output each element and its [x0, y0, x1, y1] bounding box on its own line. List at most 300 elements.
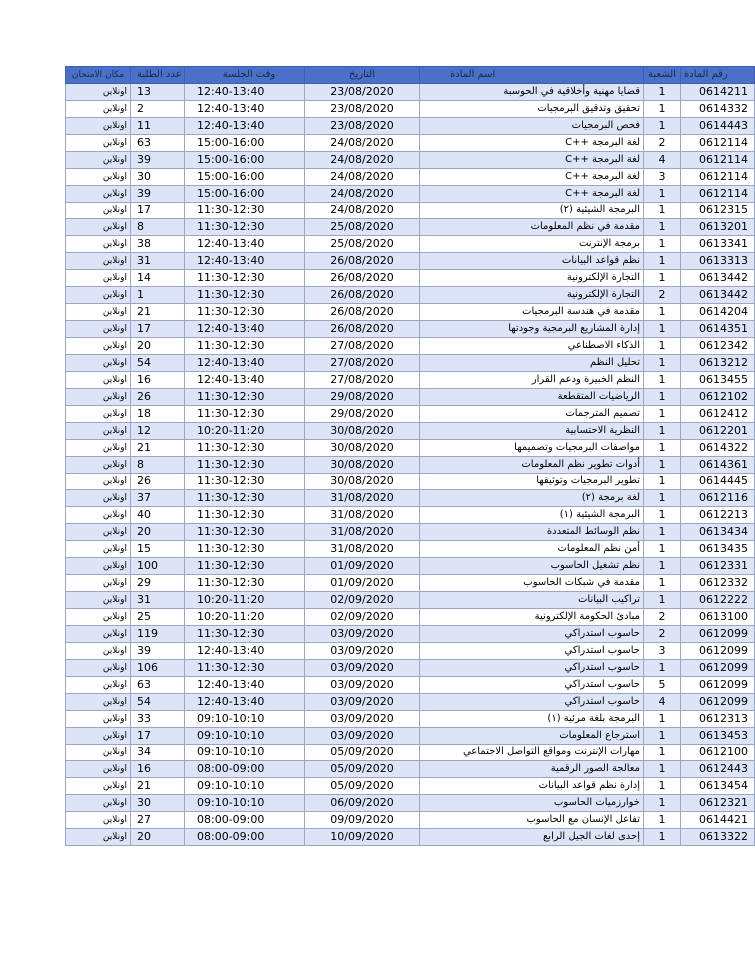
date-cell: 27/08/2020 [305, 371, 420, 388]
date-cell: 29/08/2020 [305, 405, 420, 422]
table-row [66, 609, 755, 626]
course-code-cell: 0613341 [681, 236, 755, 253]
section-cell: 4 [644, 693, 681, 710]
exam-place-cell: اونلاين [66, 761, 131, 778]
table-row [66, 625, 755, 642]
session-time-cell: 12:40-13:40 [185, 321, 305, 338]
section-cell: 1 [644, 558, 681, 575]
student-count-cell: 11 [131, 117, 185, 134]
course-code-cell: 0612114 [681, 185, 755, 202]
course-code-cell: 0612332 [681, 575, 755, 592]
exam-place-cell: اونلاين [66, 185, 131, 202]
session-time-cell: 11:30-12:30 [185, 473, 305, 490]
course-code-cell: 0612201 [681, 422, 755, 439]
student-count-cell: 40 [131, 507, 185, 524]
course-name-cell: إدارة نظم قواعد البيانات [420, 778, 644, 795]
table-row [66, 524, 755, 541]
table-header [66, 67, 755, 84]
session-time-cell: 12:40-13:40 [185, 117, 305, 134]
section-cell: 1 [644, 812, 681, 829]
date-cell: 24/08/2020 [305, 168, 420, 185]
student-count-cell: 20 [131, 338, 185, 355]
table-row [66, 659, 755, 676]
course-name-cell: تحقيق وتدقيق البرمجيات [420, 100, 644, 117]
exam-place-cell: اونلاين [66, 83, 131, 100]
date-cell: 03/09/2020 [305, 693, 420, 710]
student-count-cell: 31 [131, 592, 185, 609]
course-name-cell: برمجة الإنترنت [420, 236, 644, 253]
date-cell: 03/09/2020 [305, 659, 420, 676]
course-name-cell: لغة البرمجة ++C [420, 134, 644, 151]
course-code-cell: 0612114 [681, 168, 755, 185]
course-name-cell: حاسوب استدراكي [420, 625, 644, 642]
course-name-cell: حاسوب استدراكي [420, 676, 644, 693]
section-cell: 1 [644, 795, 681, 812]
session-time-cell: 12:40-13:40 [185, 253, 305, 270]
course-code-cell: 0612099 [681, 659, 755, 676]
date-cell: 05/09/2020 [305, 744, 420, 761]
date-cell: 05/09/2020 [305, 778, 420, 795]
section-cell: 1 [644, 219, 681, 236]
student-count-cell: 20 [131, 524, 185, 541]
exam-place-cell: اونلاين [66, 541, 131, 558]
table-row [66, 744, 755, 761]
section-cell: 1 [644, 473, 681, 490]
course-name-cell: البرمجة الشيئية (٢) [420, 202, 644, 219]
date-cell: 03/09/2020 [305, 625, 420, 642]
table-row [66, 236, 755, 253]
course-code-cell: 0612099 [681, 642, 755, 659]
section-cell: 4 [644, 151, 681, 168]
table-row [66, 185, 755, 202]
student-count-cell: 39 [131, 642, 185, 659]
course-code-cell: 0613442 [681, 287, 755, 304]
section-cell: 1 [644, 371, 681, 388]
table-row [66, 338, 755, 355]
date-cell: 02/09/2020 [305, 592, 420, 609]
section-cell: 1 [644, 439, 681, 456]
course-name-cell: مقدمة في شبكات الحاسوب [420, 575, 644, 592]
date-cell: 24/08/2020 [305, 185, 420, 202]
exam-place-cell: اونلاين [66, 304, 131, 321]
course-name-cell: إدارة المشاريع البرمجية وجودتها [420, 321, 644, 338]
session-time-cell: 11:30-12:30 [185, 388, 305, 405]
student-count-cell: 37 [131, 490, 185, 507]
date-cell: 27/08/2020 [305, 354, 420, 371]
exam-place-cell: اونلاين [66, 829, 131, 846]
section-cell: 1 [644, 321, 681, 338]
table-row [66, 287, 755, 304]
header-course-code: رقم المادة [681, 67, 755, 84]
exam-place-cell: اونلاين [66, 388, 131, 405]
student-count-cell: 30 [131, 168, 185, 185]
course-code-cell: 0613455 [681, 371, 755, 388]
section-cell: 1 [644, 829, 681, 846]
course-code-cell: 0612099 [681, 693, 755, 710]
student-count-cell: 38 [131, 236, 185, 253]
student-count-cell: 14 [131, 270, 185, 287]
exam-place-cell: اونلاين [66, 642, 131, 659]
table-row [66, 761, 755, 778]
exam-place-cell: اونلاين [66, 371, 131, 388]
student-count-cell: 15 [131, 541, 185, 558]
student-count-cell: 8 [131, 219, 185, 236]
session-time-cell: 12:40-13:40 [185, 371, 305, 388]
date-cell: 27/08/2020 [305, 338, 420, 355]
section-cell: 1 [644, 338, 681, 355]
session-time-cell: 11:30-12:30 [185, 287, 305, 304]
section-cell: 1 [644, 185, 681, 202]
table-row [66, 168, 755, 185]
student-count-cell: 21 [131, 439, 185, 456]
student-count-cell: 2 [131, 100, 185, 117]
student-count-cell: 12 [131, 422, 185, 439]
session-time-cell: 15:00-16:00 [185, 151, 305, 168]
student-count-cell: 17 [131, 202, 185, 219]
section-cell: 1 [644, 100, 681, 117]
course-name-cell: مقدمة في هندسة البرمجيات [420, 304, 644, 321]
header-row [66, 67, 755, 84]
course-code-cell: 0612342 [681, 338, 755, 355]
course-code-cell: 0612331 [681, 558, 755, 575]
session-time-cell: 12:40-13:40 [185, 83, 305, 100]
student-count-cell: 106 [131, 659, 185, 676]
course-code-cell: 0614361 [681, 456, 755, 473]
table-row [66, 558, 755, 575]
exam-place-cell: اونلاين [66, 117, 131, 134]
student-count-cell: 31 [131, 253, 185, 270]
session-time-cell: 12:40-13:40 [185, 236, 305, 253]
table-row [66, 388, 755, 405]
section-cell: 1 [644, 117, 681, 134]
course-code-cell: 0612443 [681, 761, 755, 778]
date-cell: 23/08/2020 [305, 117, 420, 134]
date-cell: 02/09/2020 [305, 609, 420, 626]
table-row [66, 829, 755, 846]
course-code-cell: 0614204 [681, 304, 755, 321]
session-time-cell: 15:00-16:00 [185, 168, 305, 185]
table-row [66, 473, 755, 490]
table-body [66, 83, 755, 845]
date-cell: 31/08/2020 [305, 507, 420, 524]
exam-place-cell: اونلاين [66, 676, 131, 693]
section-cell: 1 [644, 727, 681, 744]
table-row [66, 422, 755, 439]
course-name-cell: حاسوب استدراكي [420, 693, 644, 710]
course-name-cell: نظم الوسائط المتعددة [420, 524, 644, 541]
course-code-cell: 0613100 [681, 609, 755, 626]
exam-schedule-table [65, 66, 755, 846]
course-code-cell: 0613201 [681, 219, 755, 236]
exam-place-cell: اونلاين [66, 473, 131, 490]
session-time-cell: 09:10-10:10 [185, 778, 305, 795]
session-time-cell: 11:30-12:30 [185, 507, 305, 524]
table-row [66, 507, 755, 524]
table-row [66, 575, 755, 592]
exam-place-cell: اونلاين [66, 287, 131, 304]
table-row [66, 727, 755, 744]
date-cell: 01/09/2020 [305, 575, 420, 592]
section-cell: 2 [644, 609, 681, 626]
section-cell: 3 [644, 642, 681, 659]
table-row [66, 134, 755, 151]
course-name-cell: الذكاء الاصطناعي [420, 338, 644, 355]
course-code-cell: 0614421 [681, 812, 755, 829]
session-time-cell: 15:00-16:00 [185, 185, 305, 202]
exam-place-cell: اونلاين [66, 778, 131, 795]
section-cell: 1 [644, 253, 681, 270]
section-cell: 1 [644, 710, 681, 727]
exam-place-cell: اونلاين [66, 693, 131, 710]
exam-place-cell: اونلاين [66, 456, 131, 473]
session-time-cell: 11:30-12:30 [185, 456, 305, 473]
course-code-cell: 0612412 [681, 405, 755, 422]
session-time-cell: 10:20-11:20 [185, 609, 305, 626]
course-code-cell: 0612114 [681, 134, 755, 151]
table-row [66, 100, 755, 117]
exam-place-cell: اونلاين [66, 321, 131, 338]
course-name-cell: إحدى لغات الجيل الرابع [420, 829, 644, 846]
course-name-cell: مبادئ الحكومة الإلكترونية [420, 609, 644, 626]
course-name-cell: نظم تشغيل الحاسوب [420, 558, 644, 575]
table-row [66, 270, 755, 287]
section-cell: 1 [644, 592, 681, 609]
course-name-cell: أمن نظم المعلومات [420, 541, 644, 558]
course-code-cell: 0612114 [681, 151, 755, 168]
student-count-cell: 100 [131, 558, 185, 575]
date-cell: 24/08/2020 [305, 151, 420, 168]
student-count-cell: 54 [131, 354, 185, 371]
course-code-cell: 0612116 [681, 490, 755, 507]
exam-place-cell: اونلاين [66, 405, 131, 422]
section-cell: 1 [644, 354, 681, 371]
student-count-cell: 54 [131, 693, 185, 710]
course-name-cell: تطوير البرمجيات وتوثيقها [420, 473, 644, 490]
date-cell: 05/09/2020 [305, 761, 420, 778]
exam-place-cell: اونلاين [66, 202, 131, 219]
session-time-cell: 09:10-10:10 [185, 727, 305, 744]
session-time-cell: 10:20-11:20 [185, 422, 305, 439]
exam-place-cell: اونلاين [66, 270, 131, 287]
section-cell: 1 [644, 744, 681, 761]
date-cell: 30/08/2020 [305, 439, 420, 456]
course-name-cell: قضايا مهنية وأخلاقية في الحوسبة [420, 83, 644, 100]
table-row [66, 710, 755, 727]
course-code-cell: 0612313 [681, 710, 755, 727]
exam-place-cell: اونلاين [66, 744, 131, 761]
section-cell: 3 [644, 168, 681, 185]
course-name-cell: لغة البرمجة ++C [420, 168, 644, 185]
table-row [66, 456, 755, 473]
date-cell: 01/09/2020 [305, 558, 420, 575]
course-code-cell: 0614332 [681, 100, 755, 117]
session-time-cell: 12:40-13:40 [185, 642, 305, 659]
course-name-cell: نظم قواعد البيانات [420, 253, 644, 270]
course-name-cell: تفاعل الإنسان مع الحاسوب [420, 812, 644, 829]
table-row [66, 354, 755, 371]
date-cell: 24/08/2020 [305, 202, 420, 219]
session-time-cell: 11:30-12:30 [185, 575, 305, 592]
course-code-cell: 0613434 [681, 524, 755, 541]
session-time-cell: 11:30-12:30 [185, 659, 305, 676]
section-cell: 1 [644, 524, 681, 541]
session-time-cell: 11:30-12:30 [185, 541, 305, 558]
section-cell: 1 [644, 575, 681, 592]
section-cell: 1 [644, 761, 681, 778]
date-cell: 30/08/2020 [305, 422, 420, 439]
student-count-cell: 21 [131, 778, 185, 795]
course-name-cell: مهارات الإنترنت ومواقع التواصل الاجتماعي [420, 744, 644, 761]
section-cell: 1 [644, 304, 681, 321]
section-cell: 2 [644, 287, 681, 304]
exam-place-cell: اونلاين [66, 710, 131, 727]
student-count-cell: 17 [131, 727, 185, 744]
date-cell: 25/08/2020 [305, 219, 420, 236]
course-code-cell: 0612099 [681, 676, 755, 693]
table-row [66, 642, 755, 659]
date-cell: 23/08/2020 [305, 83, 420, 100]
date-cell: 31/08/2020 [305, 490, 420, 507]
course-name-cell: النظرية الاحتسابية [420, 422, 644, 439]
table-row [66, 795, 755, 812]
table-row [66, 676, 755, 693]
table-row [66, 812, 755, 829]
exam-place-cell: اونلاين [66, 422, 131, 439]
course-name-cell: مقدمة في نظم المعلومات [420, 219, 644, 236]
date-cell: 24/08/2020 [305, 134, 420, 151]
table-row [66, 83, 755, 100]
student-count-cell: 27 [131, 812, 185, 829]
section-cell: 1 [644, 83, 681, 100]
course-name-cell: الرياضيات المتقطعة [420, 388, 644, 405]
date-cell: 26/08/2020 [305, 321, 420, 338]
session-time-cell: 11:30-12:30 [185, 270, 305, 287]
course-name-cell: معالجة الصور الرقمية [420, 761, 644, 778]
exam-place-cell: اونلاين [66, 659, 131, 676]
section-cell: 1 [644, 507, 681, 524]
course-code-cell: 0614322 [681, 439, 755, 456]
student-count-cell: 63 [131, 134, 185, 151]
student-count-cell: 39 [131, 185, 185, 202]
course-code-cell: 0612321 [681, 795, 755, 812]
course-code-cell: 0613454 [681, 778, 755, 795]
course-code-cell: 0613453 [681, 727, 755, 744]
header-student-count: عدد الطلبة [131, 67, 185, 84]
session-time-cell: 12:40-13:40 [185, 100, 305, 117]
exam-place-cell: اونلاين [66, 592, 131, 609]
course-name-cell: التجارة الإلكترونية [420, 287, 644, 304]
section-cell: 1 [644, 456, 681, 473]
exam-place-cell: اونلاين [66, 134, 131, 151]
student-count-cell: 1 [131, 287, 185, 304]
date-cell: 26/08/2020 [305, 253, 420, 270]
course-name-cell: مواصفات البرمجيات وتصميمها [420, 439, 644, 456]
session-time-cell: 11:30-12:30 [185, 439, 305, 456]
student-count-cell: 25 [131, 609, 185, 626]
exam-place-cell: اونلاين [66, 338, 131, 355]
session-time-cell: 11:30-12:30 [185, 405, 305, 422]
course-name-cell: حاسوب استدراكي [420, 659, 644, 676]
student-count-cell: 29 [131, 575, 185, 592]
exam-place-cell: اونلاين [66, 168, 131, 185]
course-name-cell: تصميم المترجمات [420, 405, 644, 422]
session-time-cell: 11:30-12:30 [185, 558, 305, 575]
course-code-cell: 0614351 [681, 321, 755, 338]
date-cell: 06/09/2020 [305, 795, 420, 812]
course-code-cell: 0612222 [681, 592, 755, 609]
exam-place-cell: اونلاين [66, 795, 131, 812]
course-code-cell: 0612102 [681, 388, 755, 405]
exam-place-cell: اونلاين [66, 575, 131, 592]
header-date: التاريخ [305, 67, 420, 84]
exam-place-cell: اونلاين [66, 219, 131, 236]
section-cell: 2 [644, 134, 681, 151]
course-code-cell: 0612213 [681, 507, 755, 524]
course-name-cell: لغة البرمجة ++C [420, 151, 644, 168]
session-time-cell: 11:30-12:30 [185, 338, 305, 355]
table-row [66, 693, 755, 710]
section-cell: 5 [644, 676, 681, 693]
date-cell: 31/08/2020 [305, 541, 420, 558]
student-count-cell: 20 [131, 829, 185, 846]
student-count-cell: 30 [131, 795, 185, 812]
section-cell: 1 [644, 388, 681, 405]
section-cell: 1 [644, 236, 681, 253]
course-name-cell: لغة برمجة (٢) [420, 490, 644, 507]
student-count-cell: 39 [131, 151, 185, 168]
session-time-cell: 08:00-09:00 [185, 829, 305, 846]
student-count-cell: 34 [131, 744, 185, 761]
student-count-cell: 17 [131, 321, 185, 338]
course-name-cell: البرمجة الشيئية (١) [420, 507, 644, 524]
course-name-cell: التجارة الإلكترونية [420, 270, 644, 287]
section-cell: 1 [644, 490, 681, 507]
course-code-cell: 0613322 [681, 829, 755, 846]
exam-place-cell: اونلاين [66, 625, 131, 642]
student-count-cell: 16 [131, 371, 185, 388]
course-name-cell: لغة البرمجة ++C [420, 185, 644, 202]
student-count-cell: 18 [131, 405, 185, 422]
exam-place-cell: اونلاين [66, 507, 131, 524]
section-cell: 1 [644, 270, 681, 287]
course-code-cell: 0612100 [681, 744, 755, 761]
section-cell: 1 [644, 202, 681, 219]
session-time-cell: 08:00-09:00 [185, 812, 305, 829]
session-time-cell: 10:20-11:20 [185, 592, 305, 609]
session-time-cell: 15:00-16:00 [185, 134, 305, 151]
date-cell: 29/08/2020 [305, 388, 420, 405]
course-name-cell: النظم الخبيرة ودعم القرار [420, 371, 644, 388]
header-course-name: اسم المادة [420, 67, 644, 84]
session-time-cell: 11:30-12:30 [185, 304, 305, 321]
table-row [66, 304, 755, 321]
exam-place-cell: اونلاين [66, 253, 131, 270]
course-name-cell: أدوات تطوير نظم المعلومات [420, 456, 644, 473]
header-exam-place: مكان الامتحان [66, 67, 131, 84]
table-row [66, 371, 755, 388]
date-cell: 26/08/2020 [305, 304, 420, 321]
section-cell: 1 [644, 659, 681, 676]
session-time-cell: 11:30-12:30 [185, 202, 305, 219]
date-cell: 03/09/2020 [305, 676, 420, 693]
session-time-cell: 12:40-13:40 [185, 693, 305, 710]
session-time-cell: 11:30-12:30 [185, 524, 305, 541]
section-cell: 1 [644, 422, 681, 439]
table-row [66, 219, 755, 236]
session-time-cell: 09:10-10:10 [185, 795, 305, 812]
exam-place-cell: اونلاين [66, 490, 131, 507]
course-name-cell: تحليل النظم [420, 354, 644, 371]
